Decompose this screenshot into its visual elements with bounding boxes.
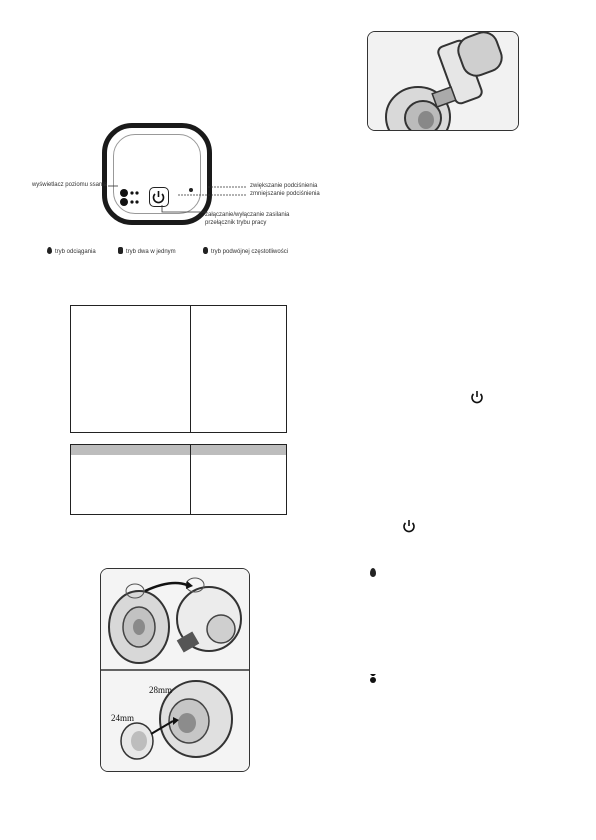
two-in-one-icon bbox=[118, 247, 123, 254]
specs-table-top bbox=[70, 305, 287, 433]
decrease-suction-label: zmniejszanie podciśnienia bbox=[250, 191, 320, 197]
drop-icon bbox=[47, 247, 52, 254]
specs-table-bottom bbox=[70, 444, 287, 515]
valve-assembly-photo bbox=[100, 568, 250, 772]
size-label-28mm: 28mm bbox=[149, 685, 173, 695]
increase-suction-label: zwiększanie podciśnienia bbox=[250, 183, 318, 189]
mode-switch-label: przełącznik trybu pracy bbox=[205, 220, 267, 226]
mode-item-two-in-one: tryb dwa w jednym bbox=[118, 247, 176, 255]
mode-item-double-frequency: tryb podwójnej częstotliwości bbox=[203, 247, 288, 255]
power-icon-inline-2 bbox=[401, 518, 417, 534]
level-display-label: wyświetlacz poziomu ssania bbox=[31, 182, 107, 188]
double-frequency-icon bbox=[203, 247, 208, 254]
drop-icon-inline bbox=[370, 568, 376, 577]
pump-assembly-photo bbox=[367, 31, 519, 131]
power-label: załączanie/wyłączanie zasilania bbox=[205, 212, 290, 218]
two-in-one-icon-inline bbox=[369, 670, 377, 680]
size-label-24mm: 24mm bbox=[111, 713, 135, 723]
power-icon-inline-1 bbox=[469, 389, 485, 405]
mode-item-pump: tryb odciągania bbox=[47, 247, 96, 255]
table-header-row bbox=[71, 445, 286, 455]
